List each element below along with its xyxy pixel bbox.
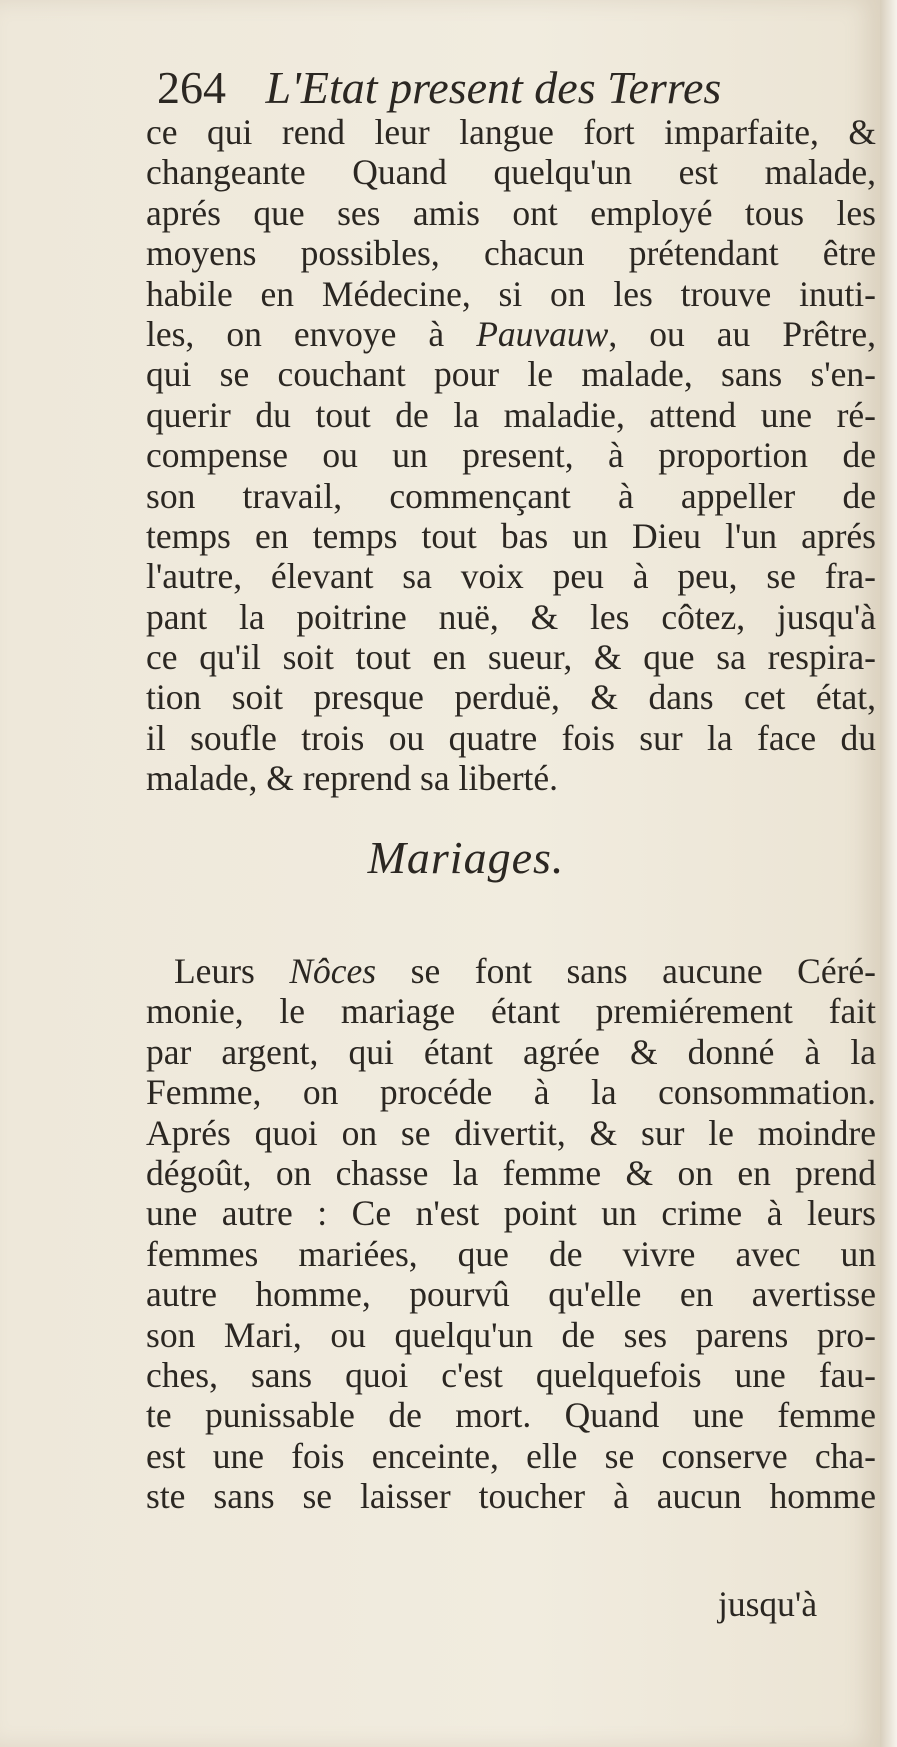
- page-header: [157, 58, 797, 118]
- text-line: Aprés quoi on se divertit, & sur le moindre: [146, 1112, 876, 1153]
- text-line: malade, & reprend sa liberté.: [146, 758, 559, 799]
- text-line: son travail, commençant à appeller de: [146, 475, 876, 516]
- text-line: aprés que ses amis ont employé tous les: [146, 192, 876, 233]
- text-line: ches, sans quoi c'est quelquefois une fau-: [146, 1354, 876, 1395]
- text-line: moyens possibles, chacun prétendant être: [146, 233, 876, 274]
- text-line: par argent, qui étant agrée & donné à la: [146, 1031, 876, 1072]
- paragraph-medicine: [146, 112, 876, 799]
- section-heading: Mariages.: [367, 832, 565, 883]
- text-line: autre homme, pourvû qu'elle en avertisse: [146, 1274, 876, 1315]
- page-edge: [880, 0, 897, 1747]
- text-line: son Mari, ou quelqu'un de ses parens pro-: [146, 1314, 876, 1355]
- text-line: tion soit presque perduë, & dans cet état,: [146, 677, 876, 718]
- text-line: monie, le mariage étant premiérement fait: [146, 991, 876, 1032]
- text-line: compense ou un present, à proportion de: [146, 435, 876, 476]
- catchword: jusqu'à: [718, 1584, 818, 1624]
- text-line: l'autre, élevant sa voix peu à peu, se fra-: [146, 556, 876, 597]
- text-line: changeante Quand quelqu'un est malade,: [146, 152, 876, 193]
- text-line: ste sans se laisser toucher à aucun homme: [146, 1476, 876, 1517]
- text-line: Leurs Nôces se font sans aucune Céré-: [174, 951, 876, 991]
- text-line: qui se couchant pour le malade, sans s'en-: [146, 354, 876, 395]
- paragraph-marriages: [146, 951, 876, 1516]
- running-title: L'Etat present des Terres: [265, 62, 722, 113]
- text-line: pant la poitrine nuë, & les côtez, jusqu'à: [146, 596, 876, 637]
- text-line: ce qui rend leur langue fort imparfaite, &: [146, 112, 876, 152]
- page-number: 264: [157, 62, 226, 113]
- text-line: dégoût, on chasse la femme & on en prend: [146, 1152, 876, 1193]
- text-line: les, on envoye à Pauvauw, ou au Prêtre,: [146, 313, 876, 354]
- text-line: une autre : Ce n'est point un crime à leurs: [146, 1193, 876, 1234]
- text-line: habile en Médecine, si on les trouve inuti-: [146, 273, 876, 314]
- text-line: querir du tout de la maladie, attend une ré-: [146, 394, 876, 435]
- text-line: femmes mariées, que de vivre avec un: [146, 1233, 876, 1274]
- text-line: temps en temps tout bas un Dieu l'un aprés: [146, 515, 876, 556]
- text-line: Femme, on procéde à la consommation.: [146, 1072, 876, 1113]
- text-line: ce qu'il soit tout en sueur, & que sa respira-: [146, 637, 876, 678]
- text-line: il soufle trois ou quatre fois sur la face du: [146, 717, 876, 758]
- text-line: te punissable de mort. Quand une femme: [146, 1395, 876, 1436]
- text-line: est une fois enceinte, elle se conserve cha-: [146, 1435, 876, 1476]
